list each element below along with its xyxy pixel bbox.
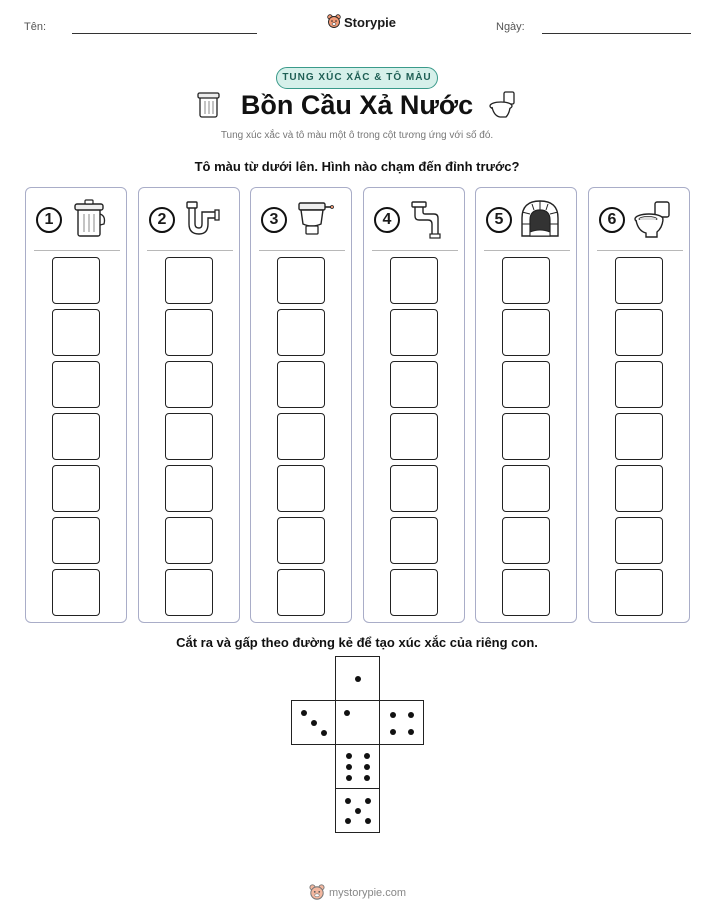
date-label: Ngày: bbox=[496, 21, 525, 33]
instruction-top: Tô màu từ dưới lên. Hình nào chạm đến đỉnh trước? bbox=[194, 159, 520, 174]
color-box[interactable] bbox=[277, 569, 325, 616]
bear-logo-icon bbox=[327, 14, 341, 30]
column-4 bbox=[363, 187, 465, 623]
die-pip bbox=[390, 729, 396, 735]
die-pip bbox=[311, 720, 317, 726]
bear-logo-icon bbox=[309, 884, 325, 902]
color-box[interactable] bbox=[277, 257, 325, 304]
color-box[interactable] bbox=[165, 361, 213, 408]
column-5 bbox=[475, 187, 577, 623]
brand-name: Storypie bbox=[344, 14, 397, 30]
die-pip bbox=[364, 764, 370, 770]
column-1 bbox=[25, 187, 127, 623]
die-pip bbox=[346, 764, 352, 770]
color-box[interactable] bbox=[277, 413, 325, 460]
page-title: Bồn Cầu Xả Nước bbox=[240, 90, 474, 120]
color-box[interactable] bbox=[502, 309, 550, 356]
column-divider bbox=[259, 250, 345, 251]
color-box[interactable] bbox=[390, 413, 438, 460]
color-box[interactable] bbox=[615, 413, 663, 460]
name-label: Tên: bbox=[24, 21, 47, 33]
color-box[interactable] bbox=[52, 309, 100, 356]
color-box[interactable] bbox=[390, 309, 438, 356]
column-divider bbox=[372, 250, 458, 251]
die-pip bbox=[364, 775, 370, 781]
brand-logo bbox=[327, 14, 396, 30]
color-box[interactable] bbox=[52, 257, 100, 304]
color-box[interactable] bbox=[390, 361, 438, 408]
column-6 bbox=[588, 187, 690, 623]
die-pip bbox=[346, 753, 352, 759]
color-box[interactable] bbox=[615, 361, 663, 408]
die-face-left bbox=[291, 700, 336, 745]
die-face-bottom bbox=[335, 788, 380, 833]
toilet-tank-icon bbox=[295, 198, 335, 240]
die-pip bbox=[345, 798, 351, 804]
activity-badge: TUNG XÚC XẮC & TÔ MÀU bbox=[276, 67, 438, 89]
column-divider bbox=[597, 250, 683, 251]
footer bbox=[309, 884, 406, 902]
color-box[interactable] bbox=[390, 257, 438, 304]
color-box[interactable] bbox=[615, 569, 663, 616]
color-box[interactable] bbox=[52, 465, 100, 512]
color-box[interactable] bbox=[165, 309, 213, 356]
color-box[interactable] bbox=[390, 569, 438, 616]
column-number: 1 bbox=[36, 207, 62, 233]
die-pip bbox=[365, 818, 371, 824]
color-box[interactable] bbox=[615, 309, 663, 356]
color-box[interactable] bbox=[502, 517, 550, 564]
die-face-below-center bbox=[335, 744, 380, 789]
subtitle: Tung xúc xắc và tô màu một ô trong cột tương ứng với số đó. bbox=[220, 130, 494, 141]
color-box[interactable] bbox=[502, 569, 550, 616]
p-trap-pipe-icon bbox=[408, 198, 448, 240]
color-box[interactable] bbox=[277, 465, 325, 512]
die-face-right bbox=[379, 700, 424, 745]
die-pip bbox=[321, 730, 327, 736]
instruction-bottom: Cắt ra và gấp theo đường kẻ để tạo xúc xắc của riêng con. bbox=[176, 635, 538, 650]
color-box[interactable] bbox=[165, 465, 213, 512]
die-pip bbox=[365, 798, 371, 804]
die-pip bbox=[355, 808, 361, 814]
color-box[interactable] bbox=[277, 361, 325, 408]
color-box[interactable] bbox=[502, 257, 550, 304]
color-box[interactable] bbox=[390, 465, 438, 512]
toilet-icon bbox=[633, 198, 673, 240]
color-box[interactable] bbox=[615, 465, 663, 512]
die-pip bbox=[408, 729, 414, 735]
color-box[interactable] bbox=[52, 569, 100, 616]
column-number: 5 bbox=[486, 207, 512, 233]
column-divider bbox=[147, 250, 233, 251]
column-number: 6 bbox=[599, 207, 625, 233]
die-pip bbox=[345, 818, 351, 824]
date-field[interactable] bbox=[542, 33, 691, 34]
die-pip bbox=[355, 676, 361, 682]
die-pip bbox=[346, 775, 352, 781]
color-box[interactable] bbox=[277, 517, 325, 564]
toilet-icon bbox=[488, 90, 518, 120]
die-face-center bbox=[335, 700, 380, 745]
color-box[interactable] bbox=[165, 413, 213, 460]
footer-url[interactable]: mystorypie.com bbox=[329, 887, 407, 899]
die-pip bbox=[408, 712, 414, 718]
column-number: 2 bbox=[149, 207, 175, 233]
die-pip bbox=[364, 753, 370, 759]
color-box[interactable] bbox=[502, 361, 550, 408]
color-box[interactable] bbox=[615, 517, 663, 564]
column-divider bbox=[34, 250, 120, 251]
color-box[interactable] bbox=[502, 413, 550, 460]
column-divider bbox=[484, 250, 570, 251]
color-box[interactable] bbox=[165, 517, 213, 564]
color-box[interactable] bbox=[390, 517, 438, 564]
color-box[interactable] bbox=[52, 413, 100, 460]
drain-pipe-icon bbox=[183, 198, 223, 240]
trash-can-icon bbox=[70, 198, 110, 240]
die-pip bbox=[301, 710, 307, 716]
sewer-tunnel-icon bbox=[520, 198, 560, 240]
color-box[interactable] bbox=[277, 309, 325, 356]
column-3 bbox=[250, 187, 352, 623]
name-field[interactable] bbox=[72, 33, 257, 34]
column-number: 3 bbox=[261, 207, 287, 233]
color-box[interactable] bbox=[615, 257, 663, 304]
color-box[interactable] bbox=[165, 257, 213, 304]
column-number: 4 bbox=[374, 207, 400, 233]
color-box[interactable] bbox=[502, 465, 550, 512]
column-2 bbox=[138, 187, 240, 623]
die-pip bbox=[344, 710, 350, 716]
color-box[interactable] bbox=[52, 361, 100, 408]
color-box[interactable] bbox=[52, 517, 100, 564]
color-box[interactable] bbox=[165, 569, 213, 616]
die-face-top bbox=[335, 656, 380, 701]
die-pip bbox=[390, 712, 396, 718]
